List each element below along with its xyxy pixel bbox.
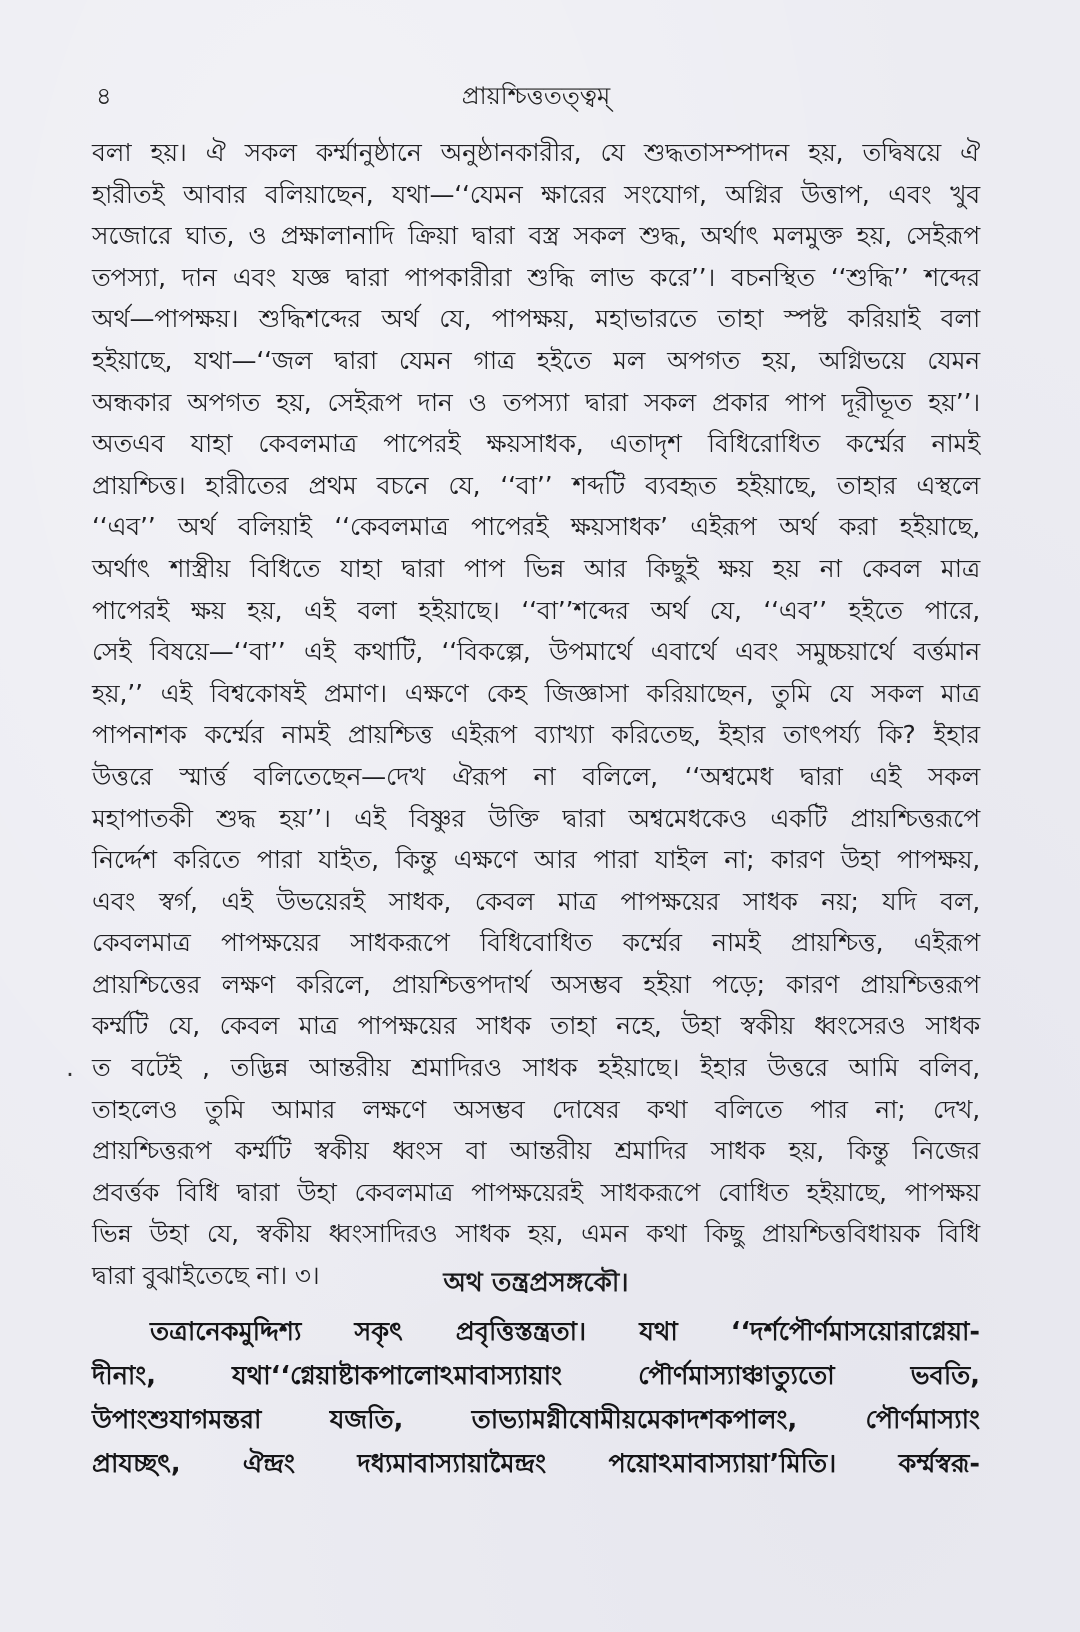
- text-line: অর্থাৎ শাস্ত্রীয় বিধিতে যাহা দ্বারা পাপ ভিন্ন আর কিছুই ক্ষয় হয় না কেবল মাত্র: [92, 553, 980, 583]
- text-line-last: দ্বারা বুঝাইতেছে না। ৩।: [92, 1261, 320, 1291]
- text-line: তাহলেও তুমি আমার লক্ষণে অসম্ভব দোষের কথা বলিতে পার না; দেখ,: [92, 1094, 980, 1124]
- text-line: এবং স্বর্গ, এই উভয়েরই সাধক, কেবল মাত্র পাপক্ষয়ের সাধক নয়; যদি বল,: [92, 886, 980, 916]
- text-line: মহাপাতকী শুদ্ধ হয়’’। এই বিষ্ণুর উক্তি দ্বারা অশ্বমেধকেও একটি প্রায়শ্চিত্তরূপে: [92, 803, 980, 833]
- text-line: পাপেরই ক্ষয় হয়, এই বলা হইয়াছে। ‘‘বা’’শব্দের অর্থ যে, ‘‘এব’’ হইতে পারে,: [92, 595, 980, 625]
- text-line: হয়,’’ এই বিশ্বকোষই প্রমাণ। এক্ষণে কেহ জিজ্ঞাসা করিয়াছেন, তুমি যে সকল মাত্র: [92, 678, 980, 708]
- text-line: সজোরে ঘাত, ও প্রক্ষালানাদি ক্রিয়া দ্বারা বস্ত্র সকল শুদ্ধ, অর্থাৎ মলমুক্ত হয়, সেইরূপ: [92, 221, 980, 251]
- text-line: প্রায়শ্চিত্ত। হারীতের প্রথম বচনে যে, ‘‘বা’’ শব্দটি ব্যবহৃত হইয়াছে, তাহার এস্থলে: [92, 470, 980, 500]
- text-line: তপস্যা, দান এবং যজ্ঞ দ্বারা পাপকারীরা শুদ্ধি লাভ করে’’। বচনস্থিত ‘‘শুদ্ধি’’ শব্দের: [92, 262, 980, 292]
- text-line-content: ত বটেই , তদ্ভিন্ন আন্তরীয় শ্রমাদিরও সাধক হইয়াছে। ইহার উত্তরে আমি বলিব,: [92, 1053, 980, 1083]
- text-line: নির্দ্দেশ করিতে পারা যাইত, কিন্তু এক্ষণে আর পারা যাইল না; কারণ উহা পাপক্ষয়,: [92, 845, 980, 875]
- sutra-line: তত্রানেকমুদ্দিশ্য সকৃৎ প্রবৃত্তিস্তন্ত্রতা। যথা ‘‘দর্শপৌর্ণমাসয়োরাগ্নেয়া-: [150, 1317, 980, 1347]
- running-title: প্রায়শ্চিত্ততত্ত্বম্: [461, 82, 611, 110]
- text-line: প্রবর্ত্তক বিধি দ্বারা উহা কেবলমাত্র পাপক্ষয়েরই সাধকরূপে বোধিত হইয়াছে, পাপক্ষয়: [92, 1177, 980, 1207]
- margin-mark: .: [66, 1053, 74, 1083]
- text-line: কর্ম্মটি যে, কেবল মাত্র পাপক্ষয়ের সাধক তাহা নহে, উহা স্বকীয় ধ্বংসেরও সাধক: [92, 1011, 980, 1041]
- text-line: কেবলমাত্র পাপক্ষয়ের সাধকরূপে বিধিবোধিত কর্ম্মের নামই প্রায়শ্চিত্ত, এইরূপ: [92, 928, 980, 958]
- running-header: [92, 78, 980, 114]
- text-line: প্রায়শ্চিত্তরূপ কর্ম্মটি স্বকীয় ধ্বংস বা আন্তরীয় শ্রমাদির সাধক হয়, কিন্তু নিজের: [92, 1136, 980, 1166]
- sutra-line: প্রাযচ্ছৎ, ঐন্দ্রং দধ্যমাবাস্যায়ামৈন্দ্রং পয়োঽমাবাস্যায়া’মিতি। কর্ম্মস্বরূ-: [92, 1449, 980, 1479]
- sutra-line: উপাংশুযাগমন্তরা যজতি, তাভ্যামগ্নীষোমীয়মেকাদশকপালং, পৌর্ণমাস্যাং: [92, 1405, 980, 1435]
- text-line: অন্ধকার অপগত হয়, সেইরূপ দান ও তপস্যা দ্বারা সকল প্রকার পাপ দূরীভূত হয়’’।: [92, 387, 980, 417]
- sutra-paragraph: [92, 1310, 980, 1486]
- section-heading: অথ তন্ত্রপ্রসঙ্গকৌ।: [443, 1268, 629, 1298]
- text-line-with-margin-mark: [66, 1047, 980, 1089]
- text-line: সেই বিষয়ে—‘‘বা’’ এই কথাটি, ‘‘বিকল্পে, উপমার্থে এবার্থে এবং সমুচ্চয়ার্থে বর্ত্তমান: [92, 637, 980, 667]
- text-line: হারীতই আবার বলিয়াছেন, যথা—‘‘যেমন ক্ষারের সংযোগ, অগ্নির উত্তাপ, এবং খুব: [92, 179, 980, 209]
- text-line: হইয়াছে, যথা—‘‘জল দ্বারা যেমন গাত্র হইতে মল অপগত হয়, অগ্নিভয়ে যেমন: [92, 345, 980, 375]
- text-line: অতএব যাহা কেবলমাত্র পাপেরই ক্ষয়সাধক, এতাদৃশ বিধিরোধিত কর্ম্মের নামই: [92, 429, 980, 459]
- text-line: উত্তরে স্মার্ত্ত বলিতেছেন—দেখ ঐরূপ না বলিলে, ‘‘অশ্বমেধ দ্বারা এই সকল: [92, 761, 980, 791]
- text-line: বলা হয়। ঐ সকল কর্ম্মানুষ্ঠানে অনুষ্ঠানকারীর, যে শুদ্ধতাসম্পাদন হয়, তদ্বিষয়ে ঐ: [92, 138, 980, 167]
- page-number: ৪: [96, 82, 112, 110]
- text-line: পাপনাশক কর্ম্মের নামই প্রায়শ্চিত্ত এইরূপ ব্যাখ্যা করিতেছ, ইহার তাৎপর্য্য কি? ইহার: [92, 720, 980, 750]
- text-line: প্রায়শ্চিত্তের লক্ষণ করিলে, প্রায়শ্চিত্তপদার্থ অসম্ভব হইয়া পড়ে; কারণ প্রায়শ্চিত্তরূপ: [92, 969, 980, 999]
- text-line: ভিন্ন উহা যে, স্বকীয় ধ্বংসাদিরও সাধক হয়, এমন কথা কিছু প্রায়শ্চিত্তবিধায়ক বিধি: [92, 1219, 980, 1249]
- sutra-line: দীনাং, যথা‘‘গ্নেয়াষ্টাকপালোঽমাবাস্যায়াং পৌর্ণমাস্যাঞ্চাত্যুতো ভবতি,: [92, 1361, 980, 1391]
- main-paragraph: [66, 132, 980, 1297]
- text-line: ‘‘এব’’ অর্থ বলিয়াই ‘‘কেবলমাত্র পাপেরই ক্ষয়সাধক’ এইরূপ অর্থ করা হইয়াছে,: [92, 512, 980, 542]
- text-line: অর্থ—পাপক্ষয়। শুদ্ধিশব্দের অর্থ যে, পাপক্ষয়, মহাভারতে তাহা স্পষ্ট করিয়াই বলা: [92, 304, 980, 334]
